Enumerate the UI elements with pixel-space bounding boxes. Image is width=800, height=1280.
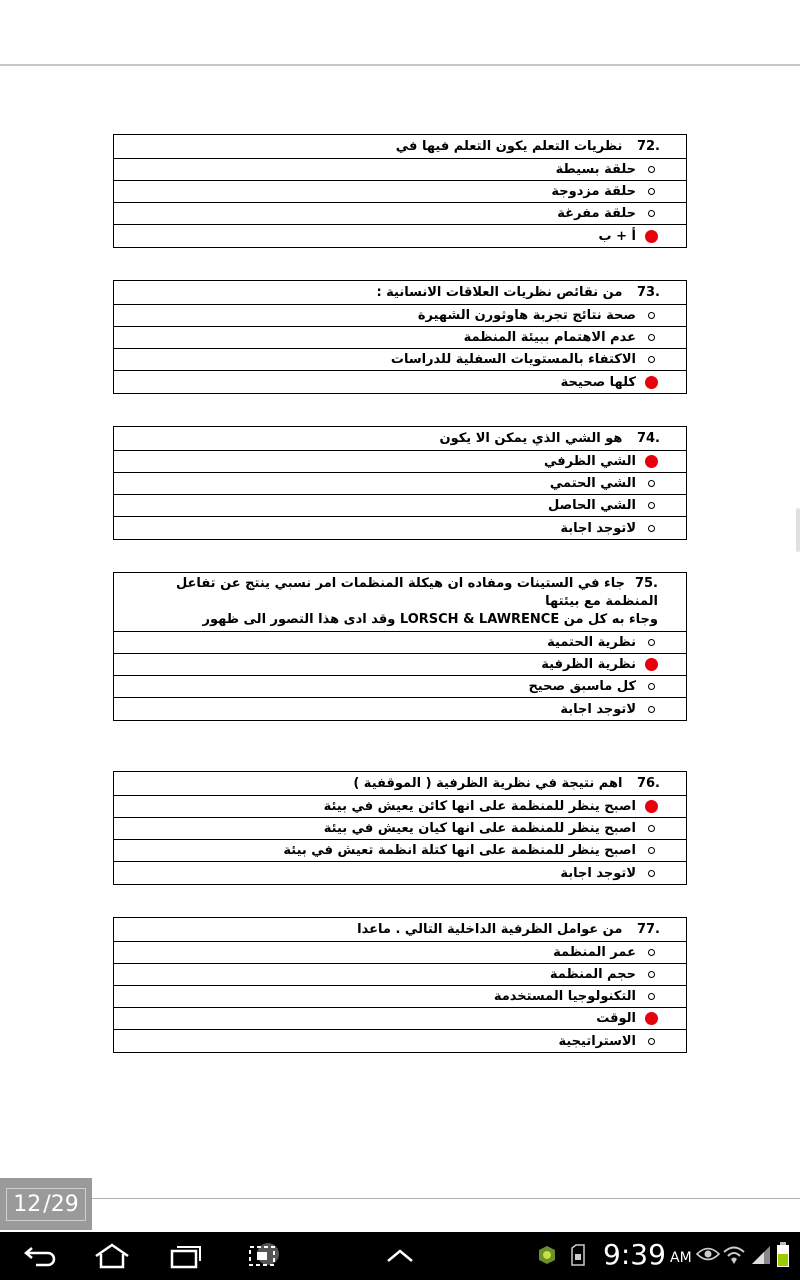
option-text: كل ماسبق صحيح — [528, 679, 636, 694]
option-text: نظرية الحتمية — [547, 635, 636, 650]
bullet-icon — [644, 971, 658, 978]
up-chevron-icon[interactable] — [380, 1242, 420, 1270]
selected-dot-icon — [644, 376, 658, 389]
bullet-icon — [644, 1038, 658, 1045]
question-header — [114, 427, 686, 451]
wifi-icon — [722, 1244, 746, 1270]
option[interactable] — [114, 676, 686, 698]
page-scrubber-track[interactable] — [92, 1198, 800, 1199]
question-header — [114, 135, 686, 159]
page-counter[interactable] — [0, 1178, 92, 1230]
system-bar — [0, 1232, 800, 1280]
option-text: الاستراتيجية — [558, 1033, 636, 1049]
question-72 — [113, 134, 687, 248]
option-selected[interactable] — [114, 371, 686, 393]
option[interactable] — [114, 159, 686, 181]
option-text: الشي الظرفي — [544, 454, 636, 469]
question-number: 76. — [636, 776, 660, 791]
option-text: نظرية الظرفية — [541, 657, 636, 672]
option[interactable] — [114, 1030, 686, 1052]
bullet-icon — [644, 312, 658, 319]
option-text: عدم الاهتمام ببيئة المنظمة — [463, 330, 636, 345]
question-75 — [113, 572, 687, 721]
question-text: نظريات التعلم يكون التعلم فيها في — [395, 139, 623, 154]
option[interactable] — [114, 818, 686, 840]
bullet-icon — [644, 356, 658, 363]
question-header — [114, 918, 686, 942]
option-text: اصبح ينظر للمنظمة على انها كيان يعيش في بيئة — [323, 821, 636, 836]
option-text: لاتوجد اجابة — [560, 520, 636, 536]
top-divider — [0, 64, 800, 66]
question-76 — [113, 771, 687, 885]
bullet-icon — [644, 870, 658, 877]
bullet-icon — [644, 949, 658, 956]
option[interactable] — [114, 862, 686, 884]
option-selected[interactable] — [114, 451, 686, 473]
option-text: الشي الحتمي — [549, 476, 636, 491]
home-icon[interactable] — [92, 1242, 132, 1270]
selected-dot-icon — [644, 230, 658, 243]
current-page: 12 — [13, 1191, 42, 1217]
bullet-icon — [644, 847, 658, 854]
option[interactable] — [114, 840, 686, 862]
android-notification-icon[interactable] — [536, 1244, 558, 1270]
option-text: كلها صحيحة — [560, 374, 636, 390]
bullet-icon — [644, 334, 658, 341]
bullet-icon — [644, 480, 658, 487]
total-pages: /29 — [43, 1191, 79, 1217]
option-text: التكنولوجيا المستخدمة — [493, 989, 636, 1004]
option-text: الاكتفاء بالمستويات السفلية للدراسات — [390, 352, 636, 367]
option[interactable] — [114, 349, 686, 371]
question-number: 75. — [634, 576, 658, 591]
question-text-line1: جاء في الستينات ومفاده ان هيكلة المنظمات امر نسبي ينتج عن تفاعل المنظمة مع بيئتها — [175, 576, 658, 609]
question-header — [114, 772, 686, 796]
option[interactable] — [114, 495, 686, 517]
back-icon[interactable] — [20, 1242, 60, 1270]
option-text: حلقة مزدوجة — [551, 184, 636, 199]
bullet-icon — [644, 706, 658, 713]
option[interactable] — [114, 986, 686, 1008]
option-text: حلقة بسيطة — [555, 162, 636, 177]
recent-apps-icon[interactable] — [166, 1242, 206, 1270]
signal-icon — [750, 1244, 772, 1270]
question-text: من عوامل الظرفية الداخلية التالي . ماعدا — [357, 922, 623, 937]
option-text: لاتوجد اجابة — [560, 701, 636, 717]
option-text: الوقت — [596, 1011, 636, 1026]
question-number: 74. — [636, 431, 660, 446]
question-73 — [113, 280, 687, 394]
option-text: صحة نتائج تجربة هاوثورن الشهيرة — [417, 308, 636, 323]
question-74 — [113, 426, 687, 540]
bullet-icon — [644, 993, 658, 1000]
option[interactable] — [114, 327, 686, 349]
option[interactable] — [114, 632, 686, 654]
option-selected[interactable] — [114, 225, 686, 247]
selected-dot-icon — [644, 455, 658, 468]
option[interactable] — [114, 942, 686, 964]
bullet-icon — [644, 188, 658, 195]
question-77 — [113, 917, 687, 1053]
option-text: اصبح ينظر للمنظمة على انها كائن يعيش في بيئة — [323, 799, 636, 814]
option[interactable] — [114, 964, 686, 986]
bullet-icon — [644, 525, 658, 532]
bullet-icon — [644, 825, 658, 832]
question-header — [114, 573, 686, 632]
question-text: اهم نتيجة في نظرية الظرفية ( الموقفية ) — [353, 776, 623, 791]
option[interactable] — [114, 698, 686, 720]
question-text-line2: وجاء به كل من LORSCH & LAWRENCE وقد ادى هذا التصور الى ظهور — [202, 612, 658, 627]
option[interactable] — [114, 203, 686, 225]
question-number: 77. — [636, 922, 660, 937]
page-counter-box — [6, 1188, 85, 1221]
selected-dot-icon — [644, 658, 658, 671]
sd-card-icon[interactable] — [570, 1244, 586, 1270]
bullet-icon — [644, 639, 658, 646]
selected-dot-icon — [644, 800, 658, 813]
option[interactable] — [114, 473, 686, 495]
clock-ampm: AM — [670, 1250, 692, 1266]
option[interactable] — [114, 181, 686, 203]
bullet-icon — [644, 502, 658, 509]
option-text: اصبح ينظر للمنظمة على انها كتلة انظمة تعيش في بيئة — [283, 843, 636, 858]
question-number: 73. — [636, 285, 660, 300]
option-selected[interactable] — [114, 1008, 686, 1030]
eye-icon — [696, 1246, 720, 1266]
option-text: حجم المنظمة — [549, 967, 636, 982]
option-selected[interactable] — [114, 654, 686, 676]
battery-icon — [776, 1242, 790, 1272]
screenshot-icon[interactable] — [244, 1242, 284, 1270]
question-text: هو الشي الذي يمكن الا يكون — [439, 431, 623, 446]
question-text: من نقائص نظريات العلاقات الانسانية : — [376, 285, 623, 300]
option-text: أ + ب — [598, 228, 636, 244]
option[interactable] — [114, 517, 686, 539]
clock-time: 9:39 — [603, 1238, 666, 1271]
bullet-icon — [644, 683, 658, 690]
option[interactable] — [114, 305, 686, 327]
bullet-icon — [644, 166, 658, 173]
scroll-indicator[interactable] — [796, 508, 800, 552]
option-text: حلقة مفرغة — [557, 206, 636, 221]
option-text: الشي الحاصل — [548, 498, 636, 513]
option-selected[interactable] — [114, 796, 686, 818]
option-text: لاتوجد اجابة — [560, 865, 636, 881]
bullet-icon — [644, 210, 658, 217]
question-header — [114, 281, 686, 305]
selected-dot-icon — [644, 1012, 658, 1025]
question-number: 72. — [636, 139, 660, 154]
option-text: عمر المنظمة — [553, 945, 636, 960]
